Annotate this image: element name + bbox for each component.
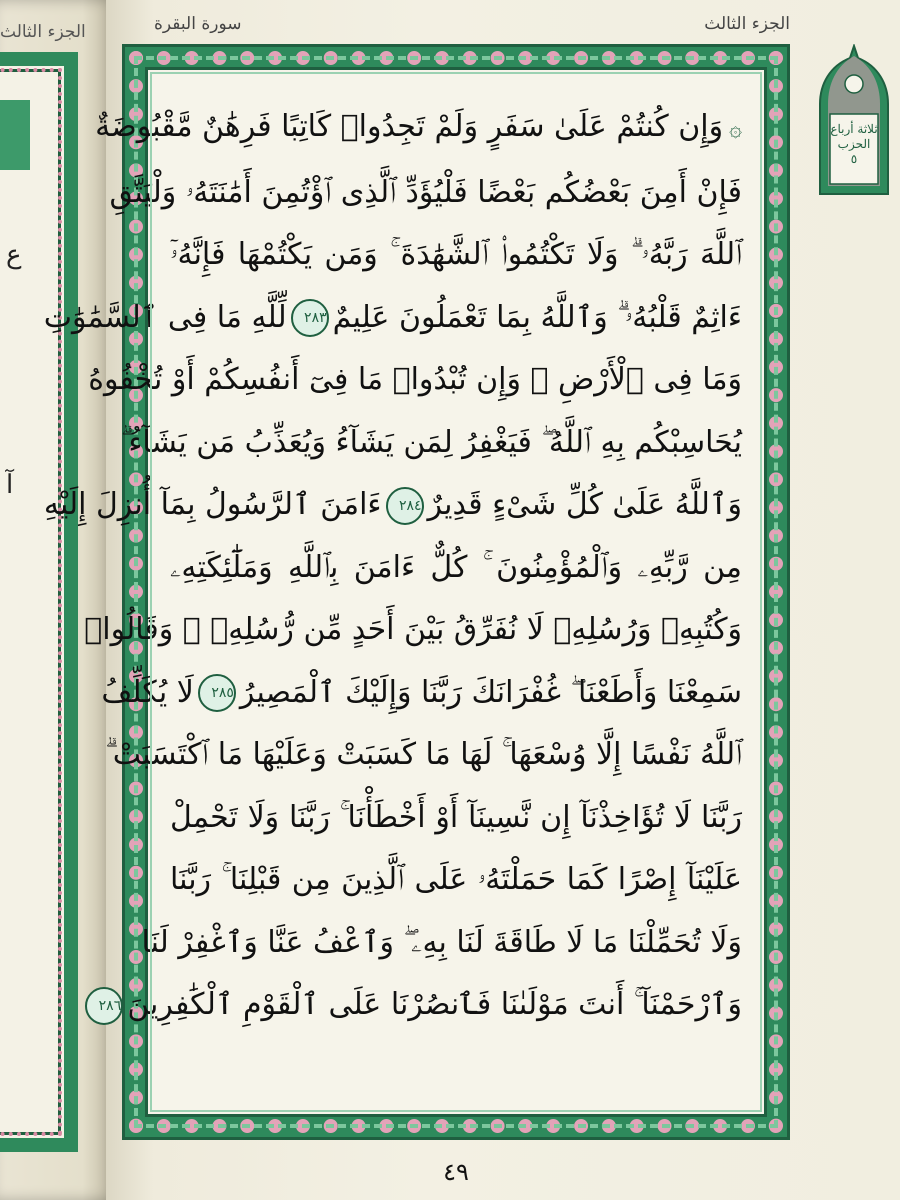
previous-page-frame — [0, 52, 78, 1152]
verse-line: وَكُتُبِهِۦ وَرُسُلِهِۦ لَا نُفَرِّقُ بَيْنَ أَحَدٍ مِّن رُّسُلِهِۦ ۚ وَقَالُوا۟ — [84, 612, 742, 647]
rub-el-hizb-icon: ۞ — [729, 117, 742, 142]
juz-header: الجزء الثالث — [704, 14, 790, 34]
hizb-marker — [818, 44, 890, 196]
verse-line: مِن رَّبِّهِۦ وَٱلْمُؤْمِنُونَ ۚ كُلٌّ ءَامَنَ بِٱللَّهِ وَمَلَٰٓئِكَتِهِۦ — [170, 549, 742, 585]
previous-page-header: الجزء الثالث — [0, 22, 86, 42]
text-panel — [43, 67, 767, 1117]
ornamental-frame — [43, 44, 790, 1140]
verses-block — [43, 96, 742, 1037]
verse-line: ٱللَّهُ نَفْسًا إِلَّا وُسْعَهَا ۚ لَهَا مَا كَسَبَتْ وَعَلَيْهَا مَا ٱكْتَسَبَتْ ۗ — [105, 737, 742, 772]
verse-line: رَبَّنَا لَا تُؤَاخِذْنَآ إِن نَّسِينَآ أَوْ أَخْطَأْنَا ۚ رَبَّنَا وَلَا تَحْمِلْ — [170, 799, 742, 835]
ayah-number-marker: ٢٨٤ — [386, 487, 424, 525]
ayah-number-marker: ٢٨٣ — [291, 299, 329, 337]
ayah-number-marker: ٢٨٦ — [85, 987, 123, 1025]
hizb-medallion-icon — [818, 44, 890, 196]
previous-page-sura-box — [0, 100, 30, 170]
verse-line: وَمَا فِى ٱلْأَرْضِ ۗ وَإِن تُبْدُوا۟ مَا فِىٓ أَنفُسِكُمْ أَوْ تُخْفُوهُ — [88, 362, 742, 397]
hizb-number: ٥ — [850, 152, 858, 166]
sura-name-header: سورة البقرة — [154, 14, 242, 34]
verse-line: وَٱرْحَمْنَآ ۚ أَنتَ مَوْلَىٰنَا فَٱنصُرْنَا عَلَى ٱلْقَوْمِ ٱلْكَٰفِرِينَ٢٨٦ — [170, 974, 742, 1037]
hizb-label — [818, 122, 890, 167]
verse-line: وَلَا تُحَمِّلْنَا مَا لَا طَاقَةَ لَنَا بِهِۦ ۖ وَٱعْفُ عَنَّا وَٱغْفِرْ لَنَا — [141, 924, 742, 960]
verse-line: وَٱللَّهُ عَلَىٰ كُلِّ شَىْءٍ قَدِيرٌ٢٨٤ءَامَنَ ٱلرَّسُولُ بِمَآ أُنزِلَ إِلَيْهِ — [170, 474, 742, 537]
mushaf-page — [43, 0, 900, 1200]
page-number: ٤٩ — [443, 1158, 469, 1186]
verse-line: عَلَيْنَآ إِصْرًا كَمَا حَمَلْتَهُۥ عَلَى ٱلَّذِينَ مِن قَبْلِنَا ۚ رَبَّنَا — [170, 862, 742, 897]
verse-line: سَمِعْنَا وَأَطَعْنَا ۖ غُفْرَانَكَ رَبَّنَا وَإِلَيْكَ ٱلْمَصِيرُ٢٨٥لَا يُكَلِّفُ — [170, 662, 742, 725]
verse-line: ءَاثِمٌ قَلْبُهُۥ ۗ وَٱللَّهُ بِمَا تَعْمَلُونَ عَلِيمٌ٢٨٣لِّلَّهِ مَا فِى ٱلسَّمَٰوَٰتِ — [170, 287, 742, 350]
verse-line: ۞وَإِن كُنتُمْ عَلَىٰ سَفَرٍ وَلَمْ تَجِدُوا۟ كَاتِبًا فَرِهَٰنٌ مَّقْبُوضَةٌ — [95, 109, 742, 144]
previous-page-glyph: آ — [6, 470, 14, 500]
verse-line: ٱللَّهَ رَبَّهُۥ ۗ وَلَا تَكْتُمُوا۟ ٱلشَّهَٰدَةَ ۚ وَمَن يَكْتُمْهَا فَإِنَّهُۥٓ — [170, 237, 742, 272]
verse-line: يُحَاسِبْكُم بِهِ ٱللَّهُ ۖ فَيَغْفِرُ لِمَن يَشَآءُ وَيُعَذِّبُ مَن يَشَآءُ ۗ — [120, 424, 742, 460]
ayah-number-marker: ٢٨٥ — [198, 674, 236, 712]
previous-page-glyph: ع — [6, 240, 22, 270]
hizb-word: الحزب — [837, 137, 871, 151]
hizb-quarter-text: ثلاثة أرباع — [830, 122, 878, 136]
verse-line: فَإِنْ أَمِنَ بَعْضُكُم بَعْضًا فَلْيُؤَدِّ ٱلَّذِى ٱؤْتُمِنَ أَمَٰنَتَهُۥ وَلْيَتَّقِ — [109, 174, 742, 210]
